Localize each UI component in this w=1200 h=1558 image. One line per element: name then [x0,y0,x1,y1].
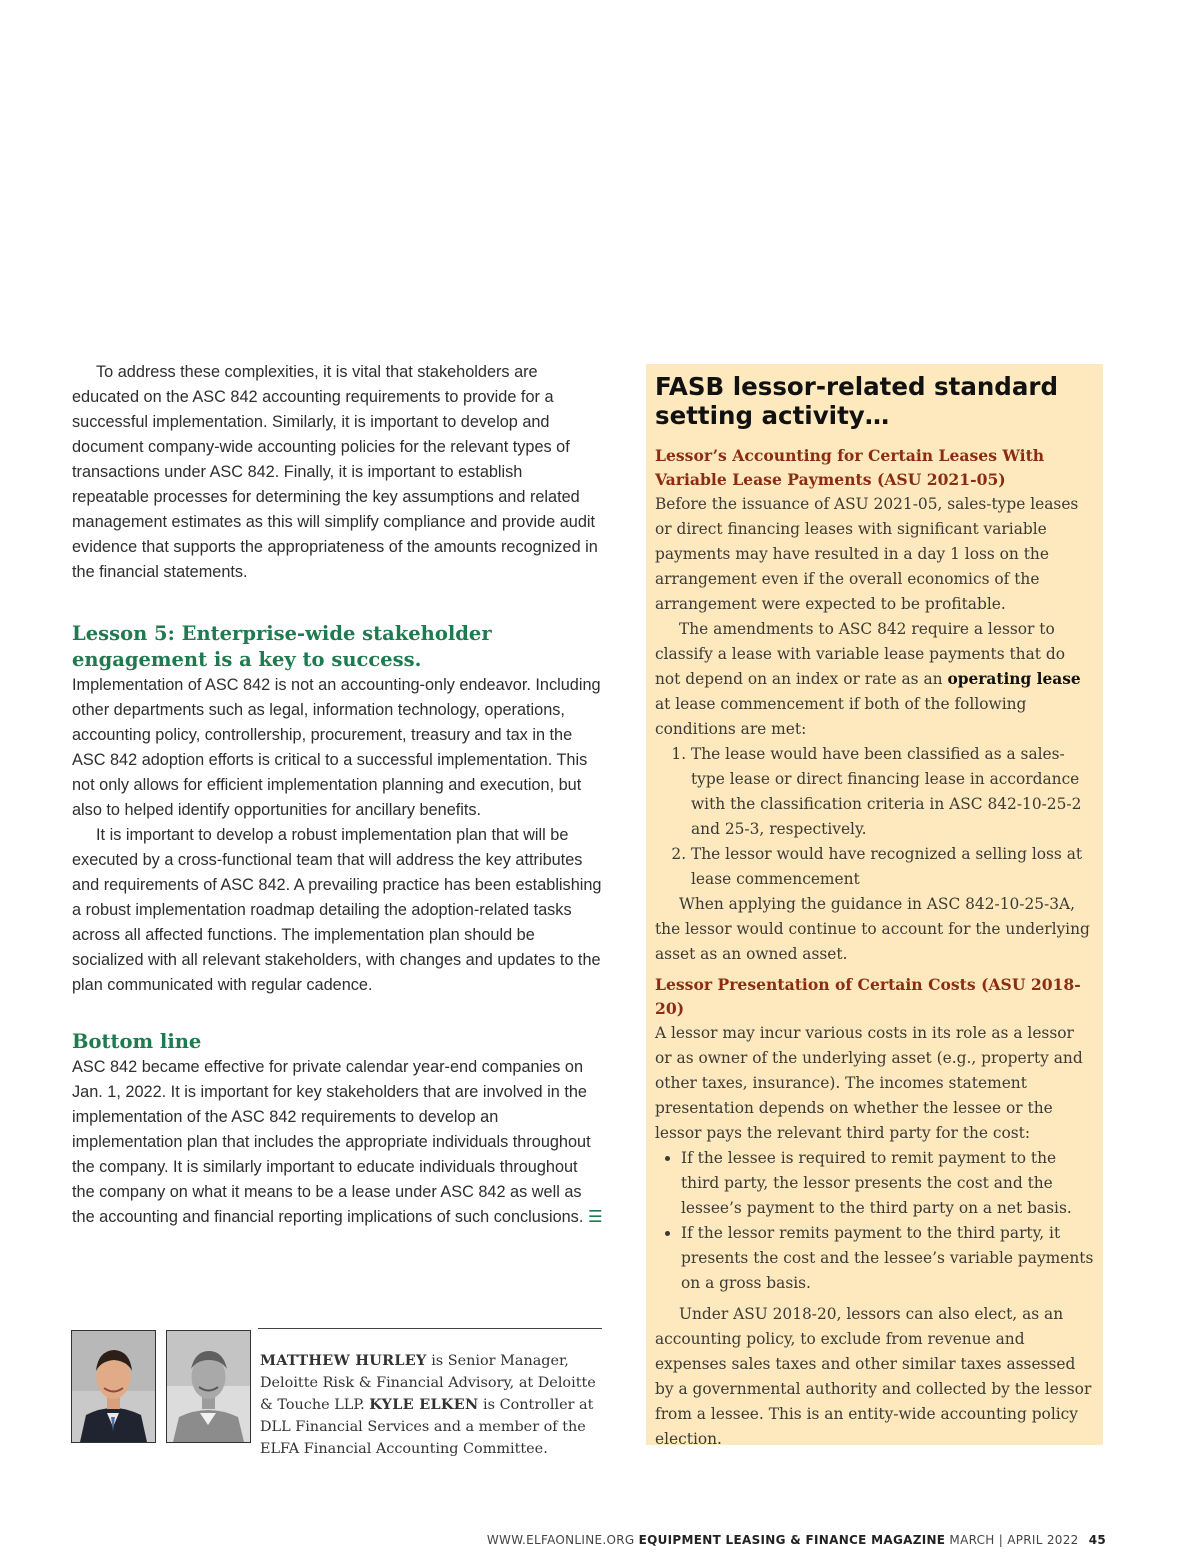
sidebar-subheading-asu-2021-05: Lessor’s Accounting for Certain Leases With Variable Lease Payments (ASU 2021-05) [655,446,1045,489]
author-bio-hurley: is Senior Manager, Deloitte Risk & Financial Advisory, at Deloitte & Touche LLP. [260,1353,596,1414]
author-name-hurley: MATTHEW HURLEY [260,1352,427,1370]
footer-issue: MARCH | APRIL 2022 [949,1533,1079,1547]
sidebar-paragraph-2-end: at lease commencement if both of the following conditions are met: [655,695,1027,738]
main-article-column [72,360,603,1230]
fasb-sidebar [646,364,1103,1448]
author-divider [258,1328,602,1329]
sidebar-paragraph-2 [655,617,1094,742]
condition-item: 2. The lessor would have recognized a selling loss at lease commencement [691,842,1094,892]
lesson5-paragraph-1: Implementation of ASC 842 is not an accounting-only endeavor. Including other departments such as legal, information technology, operations, accounting policy, controllership, procurement, treasury and tax in the ASC 842 adoption efforts is critical to a successful implementation. This not only allows for efficient implementation planning and execution, but also to helped identify opportunities for ancillary benefits. [72,676,601,819]
author-photo-hurley [71,1330,156,1443]
condition-item: 1. The lease would have been classified as a sales-type lease or direct financing lease in accordance with the classification criteria in ASC 842-10-25-2 and 25-3, respectively. [691,742,1094,842]
cost-bullet-item: • If the lessor remits payment to the third party, it presents the cost and the lessee’s variable payments on a gross basis. [681,1221,1094,1296]
sidebar-subheading-asu-2018-20: Lessor Presentation of Certain Costs (ASU 2018-20) [655,975,1081,1018]
lesson5-heading: Lesson 5: Enterprise-wide stakeholder engagement is a key to success. [72,622,492,671]
bottom-line-heading: Bottom line [72,1030,202,1053]
end-of-article-icon: ☰ [587,1208,603,1226]
sidebar-paragraph-5: Under ASU 2018-20, lessors can also elect, as an accounting policy, to exclude from revenue and expenses sales taxes and other similar taxes assessed by a governmental authority and collected by the lessor from a lessee. This is an entity-wide accounting policy election. [655,1305,1092,1448]
lesson5-paragraph-2: It is important to develop a robust implementation plan that will be executed by a cross-functional team that will address the key attributes and requirements of ASC 842. A prevailing practice has been establishing a robust implementation roadmap detailing the adoption-related tasks across all affected functions. The implementation plan should be socialized with all relevant stakeholders, with changes and updates to the plan communicated with regular cadence. [72,826,602,994]
author-photo-elken [166,1330,251,1443]
cost-presentation-list [655,1146,1094,1296]
footer-website: WWW.ELFAONLINE.ORG [486,1533,635,1547]
sidebar-paragraph-4: A lessor may incur various costs in its role as a lessor or as owner of the underlying asset (e.g., property and other taxes, insurance). The incomes statement presentation depends on whether the lessee or the lessor pays the relevant third party for the cost: [655,1024,1083,1142]
author-bio-text [260,1350,605,1460]
page-number: 45 [1088,1533,1106,1547]
bottom-line-text: ASC 842 became effective for private calendar year-end companies on Jan. 1, 2022. It is important for key stakeholders that are involved in the implementation of the ASC 842 requirements to develop an implementation plan that includes the appropriate individuals throughout the company. It is similarly important to educate individuals throughout the company on what it means to be a lease under ASC 842 as well as the accounting and financial reporting implications of such conclusions. [72,1058,591,1226]
sidebar-paragraph-3: When applying the guidance in ASC 842-10-25-3A, the lessor would continue to account for the underlying asset as an owned asset. [655,895,1090,963]
author-bio-block [71,1328,602,1458]
bottom-line-paragraph [72,1055,603,1230]
conditions-list [655,742,1094,892]
sidebar-paragraph-1: Before the issuance of ASU 2021-05, sales-type leases or direct financing leases with significant variable payments may have resulted in a day 1 loss on the arrangement even if the overall economics of the arrangement were expected to be profitable. [655,495,1079,613]
intro-paragraph: To address these complexities, it is vital that stakeholders are educated on the ASC 842 accounting requirements to provide for a successful implementation. Similarly, it is important to develop and document company-wide accounting policies for the relevant types of transactions under ASC 842. Finally, it is important to establish repeatable processes for determining the key assumptions and related management estimates as this will simplify compliance and provide audit evidence that supports the appropriateness of the amounts recognized in the financial statements. [72,363,598,581]
sidebar-title: FASB lessor-related standard setting activity… [655,372,1058,430]
author-bio-elken: is Controller at DLL Financial Services and a member of the ELFA Financial Accounting Committee. [260,1397,594,1458]
sidebar-paragraph-2-start: The amendments to ASC 842 require a lessor to classify a lease with variable lease payments that do not depend on an index or rate as an [655,620,1065,688]
footer-magazine-title: EQUIPMENT LEASING & FINANCE MAGAZINE [638,1533,946,1547]
cost-bullet-item: • If the lessee is required to remit payment to the third party, the lessor presents the cost and the lessee’s payment to the third party on a net basis. [681,1146,1094,1221]
page-footer [487,1533,1106,1547]
operating-lease-term: operating lease [947,670,1081,688]
author-name-elken: KYLE ELKEN [369,1396,479,1414]
